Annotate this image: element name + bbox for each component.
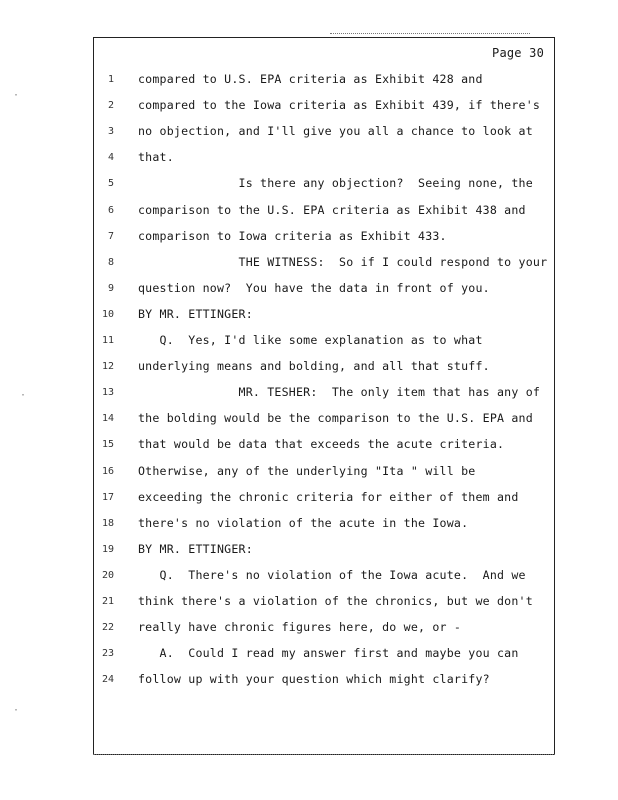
line-text: exceeding the chronic criteria for either of them and bbox=[138, 489, 519, 504]
transcript-line bbox=[94, 568, 556, 586]
line-text: follow up with your question which might clarify? bbox=[138, 672, 490, 687]
footer-scan-rule bbox=[93, 754, 555, 755]
transcript-line bbox=[94, 646, 556, 664]
scan-speck: · bbox=[20, 390, 27, 401]
line-text: comparison to Iowa criteria as Exhibit 433. bbox=[138, 228, 447, 243]
line-text: Otherwise, any of the underlying "Ita " will be bbox=[138, 463, 476, 478]
line-number: 13 bbox=[101, 387, 114, 399]
transcript-line bbox=[94, 98, 556, 116]
line-text: comparison to the U.S. EPA criteria as Exhibit 438 and bbox=[138, 202, 526, 217]
line-number: 8 bbox=[107, 256, 114, 268]
line-text: compared to the Iowa criteria as Exhibit 439, if there's bbox=[138, 98, 541, 113]
line-number: 17 bbox=[101, 491, 114, 503]
header-scan-rule bbox=[330, 33, 530, 34]
transcript-line bbox=[94, 542, 556, 560]
line-number: 16 bbox=[101, 465, 114, 477]
line-number: 10 bbox=[101, 308, 114, 320]
transcript-line bbox=[94, 176, 556, 194]
line-number: 1 bbox=[107, 74, 114, 85]
line-number: 7 bbox=[107, 230, 114, 242]
line-text: BY MR. ETTINGER: bbox=[138, 306, 253, 321]
line-number: 19 bbox=[101, 543, 114, 555]
line-text: compared to U.S. EPA criteria as Exhibit 428 and bbox=[138, 72, 483, 86]
line-text: MR. TESHER: The only item that has any of bbox=[138, 385, 541, 400]
line-text: that. bbox=[138, 150, 174, 165]
transcript-line bbox=[94, 150, 556, 168]
transcript-line bbox=[94, 620, 556, 638]
line-number: 14 bbox=[101, 413, 114, 425]
transcript-line bbox=[94, 72, 556, 90]
transcript-line bbox=[94, 672, 556, 690]
line-number: 15 bbox=[101, 439, 114, 451]
transcript-line bbox=[94, 307, 556, 325]
line-text: Q. Yes, I'd like some explanation as to what bbox=[138, 333, 483, 347]
line-text: the bolding would be the comparison to the U.S. EPA and bbox=[138, 411, 533, 426]
page-number: Page 30 bbox=[492, 46, 544, 60]
scan-speck: · bbox=[13, 90, 20, 101]
line-text: there's no violation of the acute in the Iowa. bbox=[138, 515, 469, 530]
transcript-page bbox=[93, 37, 555, 755]
transcript-line bbox=[94, 281, 556, 299]
transcript-line bbox=[94, 255, 556, 273]
line-number: 11 bbox=[101, 335, 114, 346]
transcript-line bbox=[94, 385, 556, 403]
line-number: 23 bbox=[101, 648, 114, 660]
transcript-line bbox=[94, 203, 556, 221]
line-number: 12 bbox=[101, 361, 114, 373]
line-text: no objection, and I'll give you all a chance to look at bbox=[138, 124, 533, 139]
scan-speck: · bbox=[13, 705, 20, 716]
line-number: 2 bbox=[107, 100, 114, 112]
transcript-line bbox=[94, 437, 556, 455]
line-text: question now? You have the data in front of you. bbox=[138, 280, 490, 295]
line-text: think there's a violation of the chronics, but we don't bbox=[138, 594, 533, 608]
line-number: 21 bbox=[101, 596, 114, 607]
line-text: Is there any objection? Seeing none, the bbox=[138, 176, 533, 191]
line-number: 6 bbox=[107, 204, 114, 216]
line-text: that would be data that exceeds the acute criteria. bbox=[138, 437, 505, 452]
line-number: 20 bbox=[101, 569, 114, 581]
line-number: 24 bbox=[101, 674, 114, 686]
line-number: 5 bbox=[107, 178, 114, 190]
transcript-line bbox=[94, 464, 556, 482]
line-number: 9 bbox=[107, 282, 114, 294]
line-text: THE WITNESS: So if I could respond to your bbox=[138, 254, 548, 269]
line-number: 22 bbox=[101, 622, 114, 634]
transcript-line bbox=[94, 229, 556, 247]
transcript-line bbox=[94, 594, 556, 612]
transcript-line bbox=[94, 516, 556, 534]
line-text: really have chronic figures here, do we, or - bbox=[138, 620, 462, 635]
line-text: BY MR. ETTINGER: bbox=[138, 541, 253, 556]
line-number: 18 bbox=[101, 517, 114, 529]
transcript-line bbox=[94, 359, 556, 377]
line-text: Q. There's no violation of the Iowa acute. And we bbox=[138, 567, 526, 582]
line-text: underlying means and bolding, and all that stuff. bbox=[138, 359, 490, 374]
line-number: 3 bbox=[107, 126, 114, 138]
transcript-line bbox=[94, 411, 556, 429]
transcript-line bbox=[94, 490, 556, 508]
transcript-line bbox=[94, 124, 556, 142]
line-number: 4 bbox=[107, 152, 114, 164]
transcript-line bbox=[94, 333, 556, 351]
line-text: A. Could I read my answer first and maybe you can bbox=[138, 646, 519, 661]
